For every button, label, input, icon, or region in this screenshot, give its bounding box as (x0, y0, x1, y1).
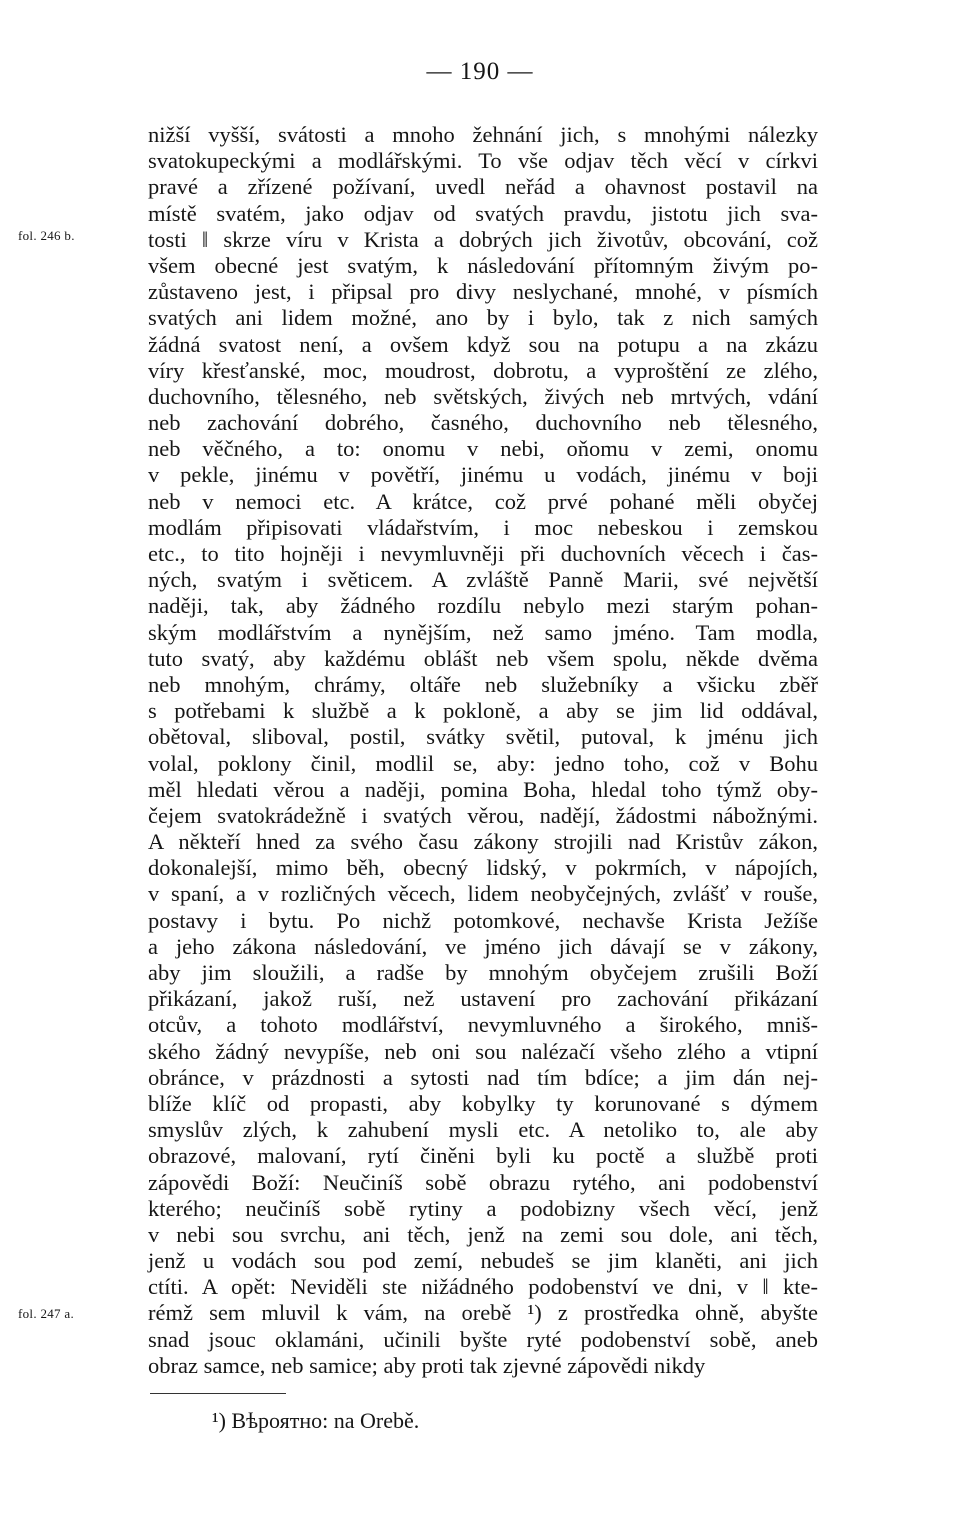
text-line: neb zachování dobrého, časného, duchovního neb tělesného, (148, 410, 818, 436)
text-line: tuto svatý, aby každému oblášt neb všem spolu, někde dvěma (148, 645, 818, 671)
text-line: obrazové, malovaní, rytí činěni byli ku poctě a službě proti (148, 1143, 818, 1169)
text-line: aby jim sloužili, a radše by mnohým obyčejem zrušili Boží (148, 960, 818, 985)
text-line: žádná svatost není, a ovšem když sou na potupu a na zkázu (148, 331, 818, 357)
text-line: smyslův zlých, k zahubení mysli etc. A netoliko to, ale aby (148, 1117, 818, 1143)
text-line: všem obecné jest svatým, k následování přítomným živým po- (148, 252, 818, 278)
text-line: s potřebami k službě a k pokloně, a aby se jim lid oddával, (148, 698, 818, 724)
text-line: A někteří hned za svého času zákony strojili nad Kristův zákon, (148, 829, 818, 855)
text-line: svatokupeckými a modlářskými. To vše odjav těch věcí v církvi (148, 148, 818, 174)
text-line: postavy i bytu. Po nichž potomkové, nechavše Krista Ježíše (148, 907, 818, 933)
text-line: otcův, a tohoto modlářství, nevymluvného a širokého, mniš- (148, 1012, 818, 1038)
text-line: etc., to tito hojněji i nevymluvněji při duchovních věcech i čas- (148, 541, 818, 566)
text-line: rémž sem mluvil k vám, na orebě ¹) z prostředka ohně, abyšte (148, 1300, 818, 1326)
text-line: ským modlářstvím a nynějším, než samo jméno. Tam modla, (148, 619, 818, 645)
text-line: blíže klíč od propasti, aby kobylky ty korunované s dýmem (148, 1090, 818, 1116)
footnote-text: Вѣроятно: na Orebě. (231, 1408, 420, 1433)
text-line: ných, svatým i světicem. A zvláště Panně Marii, své největší (148, 567, 818, 593)
text-line: zápovědi Boží: Neučiníš sobě obrazu rytého, ani podobenství (148, 1169, 818, 1195)
text-line: měl hledati věrou a naději, pomina Boha, hledal toho týmž oby- (148, 776, 818, 802)
margin-note-fol-247a: fol. 247 a. (18, 1306, 75, 1321)
text-line: obraz samce, neb samice; aby proti tak zjevné zápovědi nikdy (148, 1352, 706, 1378)
margin-note-fol-246b: fol. 246 b. (18, 228, 75, 243)
text-line: neb mnohým, chrámy, oltáře neb služebníky a všicku zběř (148, 671, 818, 697)
text-line: místě svatém, jako odjav od svatých pravdu, jistotu jich sva- (148, 200, 818, 226)
text-line: duchovního, tělesného, neb světských, živých neb mrtvých, vdání (148, 383, 818, 409)
text-line: neb věčného, a to: onomu v nebi, oňomu v zemi, onomu (148, 436, 818, 462)
text-line: svatých ani lidem možné, ano by i bylo, tak z nich samých (148, 305, 818, 331)
text-line: naději, tak, aby žádného rozdílu nebylo mezi starým pohan- (148, 593, 818, 619)
footnote-marker: ¹) (212, 1408, 226, 1433)
text-line: v spaní, a v rozličných věcech, lidem neobyčejných, zvlášť v rouše, (148, 881, 818, 907)
text-line: ského žádný nevypíše, neb oni sou nalézačí všeho zlého a vtipní (148, 1038, 818, 1064)
text-line: přikázaní, jakož ruší, než ustavení pro zachování přikázaní (148, 986, 818, 1012)
text-line: neb v nemoci etc. A krátce, což prvé pohané měli obyčej (148, 488, 818, 514)
text-line: nižší vyšší, svátosti a mnoho žehnání jich, s mnohými nálezky (148, 122, 818, 147)
text-line: a jeho zákona následování, ve jméno jich dávají se v zákony, (148, 933, 818, 959)
text-line: čejem svatokrádežně i svatých věrou, nadějí, žádostmi nábožnými. (148, 802, 818, 828)
text-line: víry křesťanské, moc, moudrost, dobrotu, a vyproštění ze zlého, (148, 357, 818, 383)
footnote-divider (150, 1393, 286, 1394)
text-line: v pekle, jinému v povětří, jinému u vodách, jinému v boji (148, 462, 818, 488)
text-line: ctíti. A opět: Neviděli ste nižádného podobenství ve dni, v ‖ kte- (148, 1274, 818, 1300)
text-line: obětoval, sliboval, postil, svátky světil, putoval, k jménu jich (148, 724, 818, 750)
text-line: kterého; neučiníš sobě rytiny a podobizny všech věcí, jenž (148, 1195, 818, 1221)
main-text-column (148, 122, 818, 1379)
text-line: tosti ‖ skrze víru v Krista a dobrých jich životův, obcování, což (148, 226, 818, 252)
text-line: v nebi sou svrchu, ani těch, jenž na zemi sou dole, ani těch, (148, 1221, 818, 1247)
page-number: — 190 — (426, 58, 534, 85)
text-line: modlám připisovati vládařstvím, i moc nebeskou i zemskou (148, 514, 818, 540)
text-line: obránce, v prázdnosti a sytosti nad tím bdíce; a jim dán nej- (148, 1064, 818, 1090)
text-line: snad jsouc oklamáni, učinili byšte ryté podobenství sobě, aneb (148, 1326, 818, 1352)
text-line: jenž u vodách sou pod zemí, nebudeš se jim klaněti, ani jich (148, 1248, 818, 1274)
text-line: dokonalejší, mimo běh, obecný lidský, v pokrmích, v nápojích, (148, 855, 818, 881)
text-line: zůstaveno jest, i připsal pro divy neslychané, mnohé, v písmích (148, 279, 818, 305)
text-line: pravé a zřízené požívaní, uvedl neřád a ohavnost postavil na (148, 174, 818, 200)
footnote (212, 1408, 419, 1434)
text-line: volal, poklony činil, modlil se, aby: jedno toho, což v Bohu (148, 750, 818, 776)
